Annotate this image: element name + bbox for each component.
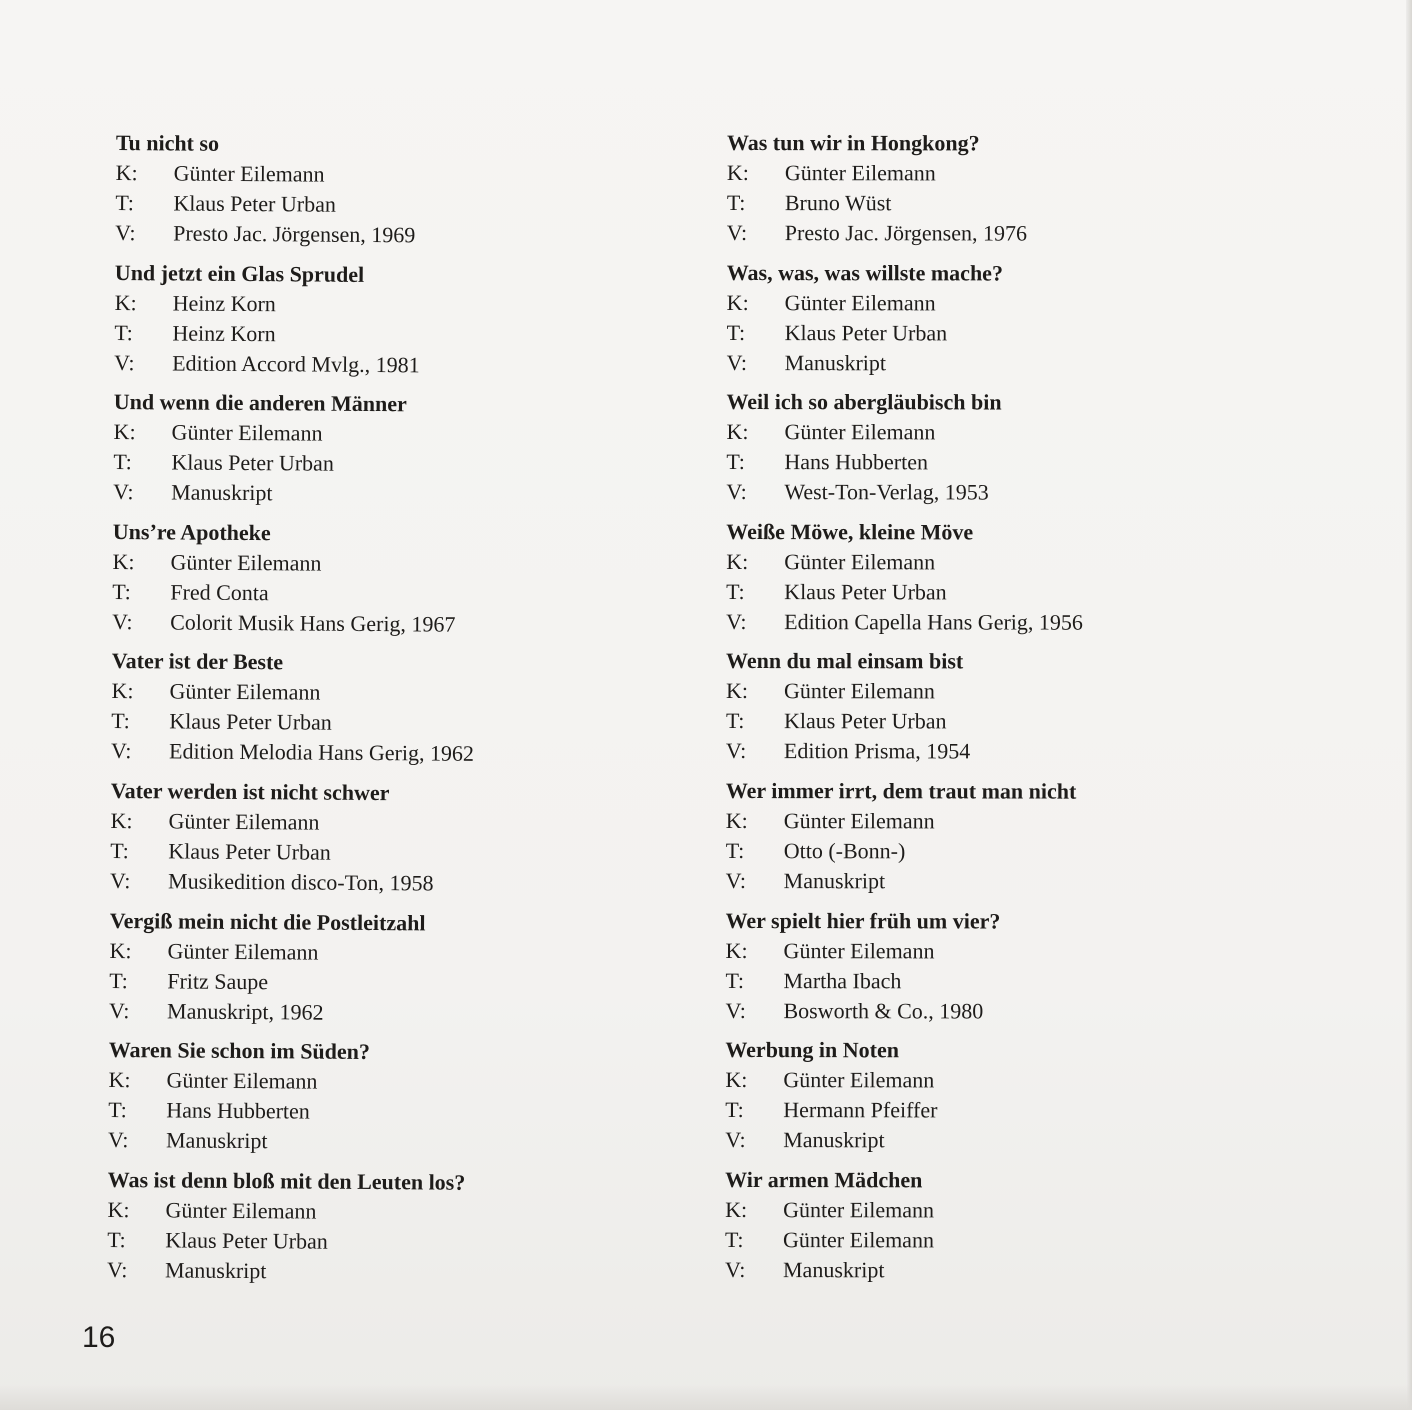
song-entry <box>107 1165 648 1299</box>
song-title: Weiße Möwe, kleine Möve <box>726 518 974 545</box>
credit-value: Manuskript <box>782 1256 885 1283</box>
credit-label: K: <box>726 159 749 186</box>
credit-label: K: <box>111 678 134 704</box>
song-title: Uns’re Apotheke <box>112 518 271 546</box>
credit-label: T: <box>726 319 746 345</box>
credit-label: T: <box>112 578 131 604</box>
credit-value: Edition Prisma, 1954 <box>783 738 971 764</box>
credit-value: Günter Eilemann <box>783 937 935 963</box>
credit-value: Günter Eilemann <box>166 1067 318 1094</box>
credit-label: T: <box>725 967 745 993</box>
credit-value: Edition Accord Mvlg., 1981 <box>172 350 420 377</box>
lyricist-credit <box>114 318 654 352</box>
credit-label: K: <box>725 807 748 834</box>
song-entry <box>726 387 1266 518</box>
song-title: Waren Sie schon im Süden? <box>108 1037 371 1065</box>
publisher-credit <box>111 736 651 770</box>
credit-label: T: <box>115 189 134 216</box>
publisher-credit <box>726 607 1266 638</box>
credit-label: T: <box>111 708 130 734</box>
credit-value: Klaus Peter Urban <box>784 319 948 345</box>
lyricist-credit <box>725 966 1265 997</box>
composer-credit <box>726 676 1266 707</box>
credit-label: T: <box>113 449 132 475</box>
composer-credit <box>115 288 655 322</box>
lyricist-credit <box>108 1095 648 1129</box>
composer-credit <box>112 547 652 581</box>
publisher-credit <box>727 348 1267 379</box>
song-title: Werbung in Noten <box>725 1037 900 1063</box>
credit-value: Manuskript, 1962 <box>166 997 324 1025</box>
credit-label: V: <box>725 1127 746 1153</box>
credit-value: Klaus Peter Urban <box>165 1227 328 1254</box>
lyricist-credit <box>110 836 650 870</box>
song-entry <box>108 1035 649 1169</box>
composer-credit <box>116 158 656 192</box>
credit-value: Klaus Peter Urban <box>169 708 332 736</box>
credit-label: V: <box>725 997 746 1023</box>
credit-value: Günter Eilemann <box>784 548 936 575</box>
song-title: Vater werden ist nicht schwer <box>110 777 390 806</box>
lyricist-credit <box>725 1225 1265 1256</box>
credit-value: Heinz Korn <box>172 290 276 316</box>
publisher-credit <box>109 996 649 1030</box>
credit-value: Heinz Korn <box>172 320 276 346</box>
credit-value: Günter Eilemann <box>173 160 325 187</box>
credit-value: Günter Eilemann <box>169 678 321 705</box>
credit-label: K: <box>725 1196 748 1222</box>
composer-credit <box>111 676 651 710</box>
song-entry <box>727 128 1267 259</box>
credit-label: V: <box>726 349 747 375</box>
credit-value: Martha Ibach <box>783 967 902 993</box>
credit-label: T: <box>108 1097 127 1123</box>
credit-value: Günter Eilemann <box>171 419 323 446</box>
credit-value: Manuskript <box>164 1257 267 1283</box>
lyricist-credit <box>726 836 1266 867</box>
lyricist-credit <box>115 188 655 222</box>
composer-credit <box>727 288 1267 319</box>
credit-value: West-Ton-Verlag, 1953 <box>784 479 989 505</box>
credit-label: K: <box>108 1067 131 1093</box>
credit-label: K: <box>113 419 136 445</box>
credit-value: Hans Hubberten <box>166 1097 310 1124</box>
lyricist-credit <box>725 1095 1265 1126</box>
credit-label: T: <box>107 1226 126 1252</box>
credit-label: T: <box>725 708 745 734</box>
credit-value: Manuskript <box>165 1127 268 1154</box>
credit-value: Musikedition disco-Ton, 1958 <box>167 868 434 896</box>
credit-label: V: <box>108 997 130 1023</box>
composer-credit <box>726 547 1266 578</box>
song-list-left-column <box>107 128 656 1299</box>
credit-value: Klaus Peter Urban <box>784 578 947 605</box>
lyricist-credit <box>727 188 1267 219</box>
song-title: Weil ich so abergläubisch bin <box>726 389 1002 415</box>
song-entry <box>111 646 652 780</box>
page-number: 16 <box>82 1321 116 1354</box>
publisher-credit <box>727 218 1267 249</box>
lyricist-credit <box>107 1225 647 1259</box>
song-entry <box>726 517 1266 648</box>
song-title: Wer spielt hier früh um vier? <box>725 907 1001 934</box>
credit-value: Klaus Peter Urban <box>171 449 334 476</box>
composer-credit <box>725 1195 1265 1226</box>
composer-credit <box>113 417 653 451</box>
song-title: Was ist denn bloß mit den Leuten los? <box>107 1166 466 1195</box>
composer-credit <box>725 1065 1265 1096</box>
credit-label: T: <box>726 578 745 604</box>
credit-value: Günter Eilemann <box>783 1067 935 1093</box>
page-bottom-shadow <box>0 1384 1412 1410</box>
credit-value: Klaus Peter Urban <box>173 190 337 217</box>
credit-label: K: <box>107 1196 130 1222</box>
credit-value: Manuskript <box>783 868 886 894</box>
credit-label: K: <box>112 548 135 574</box>
credit-value: Günter Eilemann <box>170 549 322 576</box>
lyricist-credit <box>113 447 653 481</box>
credit-value: Hans Hubberten <box>784 449 929 475</box>
credit-label: V: <box>109 867 131 894</box>
song-entry <box>114 258 655 392</box>
lyricist-credit <box>111 706 651 740</box>
song-entry <box>726 646 1266 777</box>
credit-label: V: <box>725 738 747 764</box>
composer-credit <box>108 1065 648 1099</box>
credit-label: V: <box>113 479 134 505</box>
credit-label: K: <box>115 159 138 186</box>
credit-value: Manuskript <box>784 349 887 375</box>
composer-credit <box>110 806 650 840</box>
credit-label: V: <box>725 867 747 894</box>
credit-label: K: <box>726 419 749 445</box>
credit-value: Presto Jac. Jörgensen, 1969 <box>173 220 416 248</box>
composer-credit <box>109 936 649 970</box>
lyricist-credit <box>726 706 1266 737</box>
publisher-credit <box>726 477 1266 508</box>
credit-label: V: <box>115 219 136 246</box>
song-entry <box>727 258 1267 389</box>
credit-label: T: <box>726 449 745 475</box>
credit-value: Günter Eilemann <box>783 1196 935 1223</box>
publisher-credit <box>725 1125 1265 1156</box>
publisher-credit <box>114 348 654 382</box>
publisher-credit <box>725 1255 1265 1286</box>
song-entry <box>725 906 1265 1037</box>
publisher-credit <box>726 866 1266 897</box>
credit-value: Günter Eilemann <box>784 419 936 445</box>
credit-label: K: <box>725 678 749 704</box>
lyricist-credit <box>726 447 1266 478</box>
song-list-right-column <box>725 128 1267 1295</box>
composer-credit <box>107 1195 647 1229</box>
song-entry <box>113 387 654 521</box>
song-title: Tu nicht so <box>115 129 220 156</box>
credit-label: T: <box>725 1097 744 1123</box>
credit-label: T: <box>110 837 129 864</box>
song-entry <box>115 128 656 262</box>
composer-credit <box>726 417 1266 448</box>
credit-label: K: <box>725 1067 748 1093</box>
credit-label: T: <box>725 1226 744 1252</box>
credit-value: Hermann Pfeiffer <box>783 1097 938 1123</box>
credit-value: Bosworth & Co., 1980 <box>783 997 984 1024</box>
song-title: Vergiß mein nicht die Postleitzahl <box>109 907 426 936</box>
song-entry <box>112 517 653 651</box>
credit-label: K: <box>109 937 132 963</box>
credit-label: K: <box>725 937 748 963</box>
publisher-credit <box>726 736 1266 767</box>
song-entry <box>109 906 650 1040</box>
lyricist-credit <box>726 577 1266 608</box>
credit-value: Fritz Saupe <box>167 967 269 994</box>
credit-value: Günter Eilemann <box>167 937 319 965</box>
song-title: Wer immer irrt, dem traut man nicht <box>725 777 1077 804</box>
song-entry <box>725 1035 1265 1166</box>
publisher-credit <box>108 1125 648 1159</box>
credit-value: Otto (-Bonn-) <box>783 838 906 864</box>
credit-value: Günter Eilemann <box>783 808 935 834</box>
credit-label: V: <box>726 219 748 246</box>
lyricist-credit <box>112 577 652 611</box>
credit-value: Edition Melodia Hans Gerig, 1962 <box>169 738 475 767</box>
lyricist-credit <box>727 318 1267 349</box>
credit-label: K: <box>726 548 749 574</box>
credit-value: Klaus Peter Urban <box>168 838 331 865</box>
credit-label: K: <box>726 289 749 315</box>
publisher-credit <box>110 866 650 900</box>
credit-value: Klaus Peter Urban <box>783 708 947 734</box>
song-title: Wir armen Mädchen <box>725 1166 923 1193</box>
credit-label: K: <box>114 289 137 315</box>
credit-label: V: <box>726 479 747 505</box>
composer-credit <box>726 806 1266 837</box>
credit-label: K: <box>110 807 133 834</box>
credit-value: Manuskript <box>171 479 273 506</box>
song-title: Vater ist der Beste <box>111 648 284 675</box>
lyricist-credit <box>109 966 649 1000</box>
publisher-credit <box>725 996 1265 1027</box>
credit-value: Günter Eilemann <box>165 1197 317 1224</box>
credit-label: V: <box>107 1127 129 1153</box>
song-entry <box>725 1165 1265 1296</box>
credit-label: V: <box>726 608 747 634</box>
credit-value: Günter Eilemann <box>783 678 935 704</box>
credit-value: Günter Eilemann <box>784 289 936 315</box>
song-title: Und wenn die anderen Männer <box>113 389 407 417</box>
credit-label: V: <box>106 1256 128 1282</box>
composer-credit <box>726 936 1266 967</box>
song-entry <box>110 776 651 910</box>
publisher-credit <box>115 218 655 252</box>
song-entry <box>726 776 1266 907</box>
page-spine-edge <box>1406 0 1412 1410</box>
credit-label: T: <box>725 837 745 863</box>
credit-value: Fred Conta <box>170 579 269 605</box>
song-title: Und jetzt ein Glas Sprudel <box>114 259 365 287</box>
credit-label: T: <box>109 967 128 993</box>
credit-label: V: <box>112 608 133 634</box>
credit-value: Günter Eilemann <box>784 160 936 186</box>
credit-label: V: <box>114 349 135 375</box>
publisher-credit <box>113 477 653 511</box>
credit-label: T: <box>114 319 133 345</box>
song-title: Was, was, was willste mache? <box>726 259 1003 286</box>
credit-value: Günter Eilemann <box>168 808 320 835</box>
credit-value: Bruno Wüst <box>784 190 892 216</box>
credit-label: V: <box>724 1256 746 1282</box>
credit-value: Edition Capella Hans Gerig, 1956 <box>784 608 1083 635</box>
publisher-credit <box>112 607 652 641</box>
credit-value: Günter Eilemann <box>783 1226 934 1253</box>
credit-label: V: <box>111 738 132 764</box>
composer-credit <box>727 158 1267 189</box>
song-title: Wenn du mal einsam bist <box>726 648 964 674</box>
publisher-credit <box>107 1255 647 1289</box>
credit-value: Presto Jac. Jörgensen, 1976 <box>784 220 1028 246</box>
credit-value: Colorit Musik Hans Gerig, 1967 <box>170 609 456 637</box>
song-title: Was tun wir in Hongkong? <box>726 130 980 156</box>
credit-value: Manuskript <box>783 1127 885 1153</box>
credit-label: T: <box>726 189 746 216</box>
